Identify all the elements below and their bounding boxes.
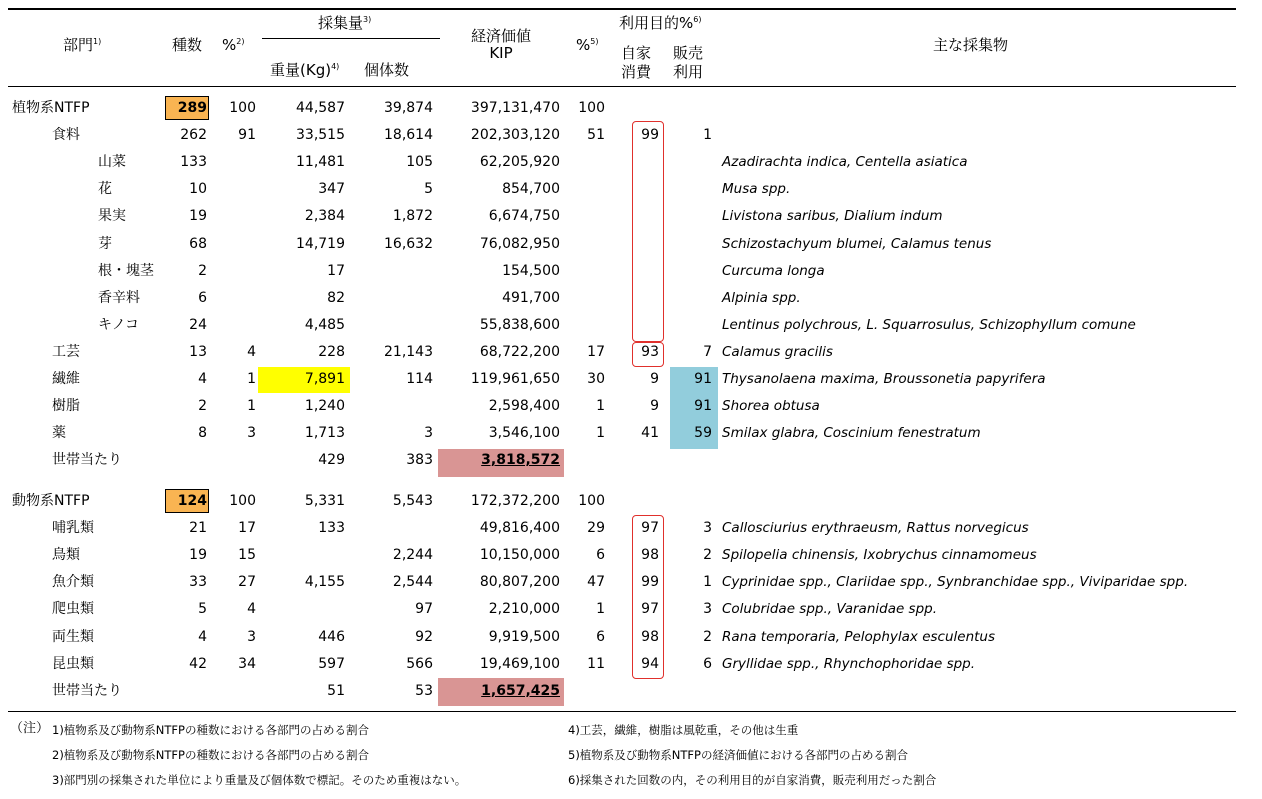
plant-row-econ: 62,205,920 — [479, 154, 560, 171]
plant-row-pct2: 1 — [596, 425, 605, 442]
plant-row-label: 食料 — [52, 127, 80, 144]
plant-row-pct2: 30 — [587, 371, 605, 387]
animal-group-count: 5,543 — [392, 493, 433, 509]
plant-row-main-species: Thysanolaena maxima, Broussonetia papyrifera — [722, 371, 1046, 387]
plant-row-sale: 59 — [694, 425, 712, 442]
animal-group-econ: 172,372,200 — [470, 493, 560, 509]
animal-row-species: 21 — [189, 520, 207, 537]
plant-row-species: 10 — [189, 181, 207, 198]
animal-row-count: 53 — [415, 682, 433, 699]
note-3: 3)部門別の採集された単位により重量及び個体数で標記。そのため重複はない。 — [52, 773, 467, 787]
plant-row-pct: 3 — [247, 425, 256, 442]
plant-row-weight: 14,719 — [296, 235, 345, 252]
plant-row-label: 根・塊茎 — [98, 262, 154, 279]
plant-row-weight: 2,384 — [304, 208, 345, 225]
animal-row-weight: 597 — [318, 655, 345, 672]
header-self: 自家 消費 — [620, 44, 651, 81]
animal-row-count: 92 — [415, 628, 433, 645]
header-dept: 部門$^{1)}$ — [63, 36, 102, 54]
plant-row-main-species: Curcuma longa — [722, 262, 825, 279]
animal-row-self: 99 — [641, 574, 659, 591]
plant-row-label: 薬 — [52, 425, 66, 442]
plant-row-weight: 33,515 — [296, 127, 345, 144]
plant-row-self: 9 — [650, 371, 659, 387]
animal-row-pct2: 47 — [587, 574, 605, 591]
animal-row-pct: 27 — [238, 574, 256, 591]
plant-row-count: 21,143 — [384, 343, 433, 360]
animal-group-pct2: 100 — [578, 493, 605, 509]
animal-row-label: 両生類 — [52, 628, 94, 645]
animal-row-sale: 6 — [703, 655, 712, 672]
plant-row-species: 4 — [198, 371, 207, 387]
plant-row-main-species: Azadirachta indica, Centella asiatica — [722, 154, 968, 171]
plant-row-species: 262 — [180, 127, 207, 144]
plant-row-main-species: Lentinus polychrous, L. Squarrosulus, Schizophyllum comune — [722, 316, 1136, 333]
plant-row-econ: 119,961,650 — [470, 371, 560, 387]
animal-row-econ: 1,657,425 — [481, 682, 560, 699]
animal-row-sale: 3 — [703, 601, 712, 618]
plant-row-species: 2 — [198, 262, 207, 279]
header-count: 個体数 — [364, 61, 410, 79]
animal-row-species: 5 — [198, 601, 207, 618]
plant-row-weight: 429 — [318, 452, 345, 469]
plant-row-count: 105 — [406, 154, 433, 171]
animal-row-label: 鳥類 — [52, 547, 80, 564]
animal-row-main-species: Rana temporaria, Pelophylax esculentus — [722, 628, 996, 645]
plant-row-count: 383 — [406, 452, 433, 469]
plant-row-self: 93 — [641, 343, 659, 360]
animal-row-weight: 133 — [318, 520, 345, 537]
animal-row-self: 94 — [641, 655, 659, 672]
animal-row-label: 魚介類 — [52, 574, 94, 591]
plant-row-self: 99 — [641, 127, 659, 144]
plant-row-main-species: Musa spp. — [722, 181, 791, 198]
plant-row-econ: 76,082,950 — [479, 235, 560, 252]
animal-group-weight: 5,331 — [304, 493, 345, 509]
plant-row-count: 1,872 — [392, 208, 433, 225]
plant-row-label: 樹脂 — [52, 398, 80, 415]
plant-row-self: 41 — [641, 425, 659, 442]
animal-group-species: 124 — [177, 493, 207, 509]
plant-row-sale: 1 — [703, 127, 712, 144]
plant-row-econ: 491,700 — [502, 289, 560, 306]
plant-row-pct: 4 — [247, 343, 256, 360]
plant-row-pct: 91 — [238, 127, 256, 144]
animal-row-pct2: 1 — [596, 601, 605, 618]
animal-row-sale: 2 — [703, 628, 712, 645]
plant-row-pct: 1 — [247, 398, 256, 415]
header-species: 種数 — [172, 36, 203, 54]
plant-row-main-species: Schizostachyum blumei, Calamus tenus — [722, 235, 992, 252]
note-4: 4)工芸，繊維，樹脂は風乾重，その他は生重 — [568, 723, 799, 737]
plant-row-econ: 55,838,600 — [479, 316, 560, 333]
animal-row-econ: 49,816,400 — [479, 520, 560, 537]
plant-row-count: 114 — [406, 371, 433, 387]
plant-row-label: 山菜 — [98, 154, 126, 171]
animal-row-pct: 15 — [238, 547, 256, 564]
header-econ: 経済価値 KIP — [470, 27, 531, 62]
plant-row-econ: 202,303,120 — [470, 127, 560, 144]
animal-row-species: 19 — [189, 547, 207, 564]
note-6: 6)採集された回数の内，その利用目的が自家消費，販売利用だった割合 — [568, 773, 937, 787]
plant-row-label: 香辛料 — [98, 289, 140, 306]
animal-row-label: 世帯当たり — [52, 682, 122, 699]
plant-row-species: 13 — [189, 343, 207, 360]
plant-row-pct2: 17 — [587, 343, 605, 360]
animal-group-pct: 100 — [229, 493, 256, 509]
note-5: 5)植物系及び動物系NTFPの経済価値における各部門の占める割合 — [568, 748, 908, 762]
plant-group-weight: 44,587 — [296, 100, 345, 116]
animal-row-econ: 9,919,500 — [488, 628, 560, 645]
plant-row-econ: 68,722,200 — [479, 343, 560, 360]
plant-row-count: 16,632 — [384, 235, 433, 252]
animal-row-pct: 17 — [238, 520, 256, 537]
animal-row-main-species: Cyprinidae spp., Clariidae spp., Synbranchidae spp., Viviparidae spp. — [722, 574, 1189, 591]
animal-row-econ: 80,807,200 — [479, 574, 560, 591]
plant-row-label: キノコ — [98, 316, 140, 333]
plant-row-label: 芽 — [98, 235, 112, 252]
plant-row-weight: 17 — [327, 262, 345, 279]
plant-row-sale: 7 — [703, 343, 712, 360]
plant-row-main-species: Smilax glabra, Coscinium fenestratum — [722, 425, 981, 442]
plant-group-species: 289 — [177, 100, 207, 116]
animal-row-count: 2,544 — [392, 574, 433, 591]
animal-row-sale: 2 — [703, 547, 712, 564]
animal-row-species: 33 — [189, 574, 207, 591]
top-rule — [8, 8, 1236, 10]
plant-row-main-species: Livistona saribus, Dialium indum — [722, 208, 943, 225]
plant-row-pct2: 1 — [596, 398, 605, 415]
plant-row-species: 6 — [198, 289, 207, 306]
animal-row-main-species: Gryllidae spp., Rhynchophoridae spp. — [722, 655, 976, 672]
plant-row-label: 世帯当たり — [52, 452, 122, 469]
plant-row-species: 8 — [198, 425, 207, 442]
plant-row-species: 68 — [189, 235, 207, 252]
plant-row-weight: 228 — [318, 343, 345, 360]
plant-row-label: 繊維 — [52, 371, 80, 387]
animal-row-main-species: Colubridae spp., Varanidae spp. — [722, 601, 938, 618]
plant-group-econ: 397,131,470 — [470, 100, 560, 116]
plant-row-main-species: Alpinia spp. — [722, 289, 801, 306]
plant-row-sale: 91 — [694, 371, 712, 387]
plant-row-econ: 854,700 — [502, 181, 560, 198]
plant-row-weight: 4,485 — [304, 316, 345, 333]
plant-row-label: 果実 — [98, 208, 126, 225]
animal-row-label: 昆虫類 — [52, 655, 94, 672]
plant-row-econ: 154,500 — [502, 262, 560, 279]
animal-row-pct2: 11 — [587, 655, 605, 672]
animal-row-pct2: 29 — [587, 520, 605, 537]
plant-row-main-species: Calamus gracilis — [722, 343, 833, 360]
animal-row-count: 566 — [406, 655, 433, 672]
header-bottom-rule — [8, 86, 1236, 87]
animal-row-label: 哺乳類 — [52, 520, 94, 537]
plant-row-main-species: Shorea obtusa — [722, 398, 820, 415]
plant-group-pct: 100 — [229, 100, 256, 116]
animal-row-pct: 4 — [247, 601, 256, 618]
animal-row-self: 98 — [641, 547, 659, 564]
animal-row-pct: 3 — [247, 628, 256, 645]
plant-row-weight: 11,481 — [296, 154, 345, 171]
animal-row-econ: 2,210,000 — [488, 601, 560, 618]
plant-row-label: 花 — [98, 181, 112, 198]
animal-row-self: 97 — [641, 520, 659, 537]
plant-row-sale: 91 — [694, 398, 712, 415]
animal-row-weight: 51 — [327, 682, 345, 699]
header-main: 主な採集物 — [933, 36, 1009, 54]
animal-row-self: 98 — [641, 628, 659, 645]
plant-row-species: 24 — [189, 316, 207, 333]
plant-row-species: 133 — [180, 154, 207, 171]
animal-row-sale: 1 — [703, 574, 712, 591]
note-prefix: （注） — [10, 721, 50, 736]
plant-row-count: 18,614 — [384, 127, 433, 144]
note-2: 2)植物系及び動物系NTFPの種数における各部門の占める割合 — [52, 748, 369, 762]
table-bottom-rule — [8, 711, 1236, 712]
header-weight: 重量$(Kg)^{4)}$ — [270, 61, 340, 79]
animal-row-species: 42 — [189, 655, 207, 672]
header-pct: %$^{2)}$ — [222, 36, 245, 54]
food-self-use-outline — [632, 121, 664, 342]
note-1: 1)植物系及び動物系NTFPの種数における各部門の占める割合 — [52, 723, 369, 737]
plant-row-pct: 1 — [247, 371, 256, 387]
header-collection: 採集量$^{3)}$ — [318, 14, 372, 32]
animal-row-pct2: 6 — [596, 628, 605, 645]
plant-row-count: 3 — [424, 425, 433, 442]
plant-row-weight: 1,240 — [304, 398, 345, 415]
plant-row-weight: 7,891 — [304, 371, 345, 387]
plant-row-species: 19 — [189, 208, 207, 225]
plant-row-econ: 6,674,750 — [488, 208, 560, 225]
header-pct2: %$^{5)}$ — [576, 36, 599, 54]
animal-row-weight: 4,155 — [304, 574, 345, 591]
plant-group-label: 植物系NTFP — [12, 100, 90, 116]
animal-row-species: 4 — [198, 628, 207, 645]
header-purpose: 利用目的%$^{6)}$ — [619, 14, 702, 32]
plant-row-weight: 82 — [327, 289, 345, 306]
plant-row-econ: 2,598,400 — [488, 398, 560, 415]
animal-row-econ: 10,150,000 — [479, 547, 560, 564]
plant-row-self: 9 — [650, 398, 659, 415]
plant-row-pct2: 51 — [587, 127, 605, 144]
animal-row-pct: 34 — [238, 655, 256, 672]
plant-row-species: 2 — [198, 398, 207, 415]
animal-row-econ: 19,469,100 — [479, 655, 560, 672]
animal-row-self: 97 — [641, 601, 659, 618]
plant-row-weight: 1,713 — [304, 425, 345, 442]
plant-group-count: 39,874 — [384, 100, 433, 116]
animal-row-main-species: Callosciurius erythraeusm, Rattus norvegicus — [722, 520, 1029, 537]
animal-row-pct2: 6 — [596, 547, 605, 564]
plant-row-label: 工芸 — [52, 343, 80, 360]
animal-group-label: 動物系NTFP — [12, 493, 90, 509]
animal-row-main-species: Spilopelia chinensis, Ixobrychus cinnamomeus — [722, 547, 1037, 564]
animal-row-count: 2,244 — [392, 547, 433, 564]
animal-row-count: 97 — [415, 601, 433, 618]
plant-row-econ: 3,818,572 — [481, 452, 560, 469]
animal-row-weight: 446 — [318, 628, 345, 645]
plant-row-count: 5 — [424, 181, 433, 198]
header-sale: 販売 利用 — [672, 44, 703, 81]
collection-underline — [262, 38, 440, 39]
plant-row-econ: 3,546,100 — [488, 425, 560, 442]
animal-row-sale: 3 — [703, 520, 712, 537]
animal-row-label: 爬虫類 — [52, 601, 94, 618]
plant-row-weight: 347 — [318, 181, 345, 198]
plant-group-pct2: 100 — [578, 100, 605, 116]
